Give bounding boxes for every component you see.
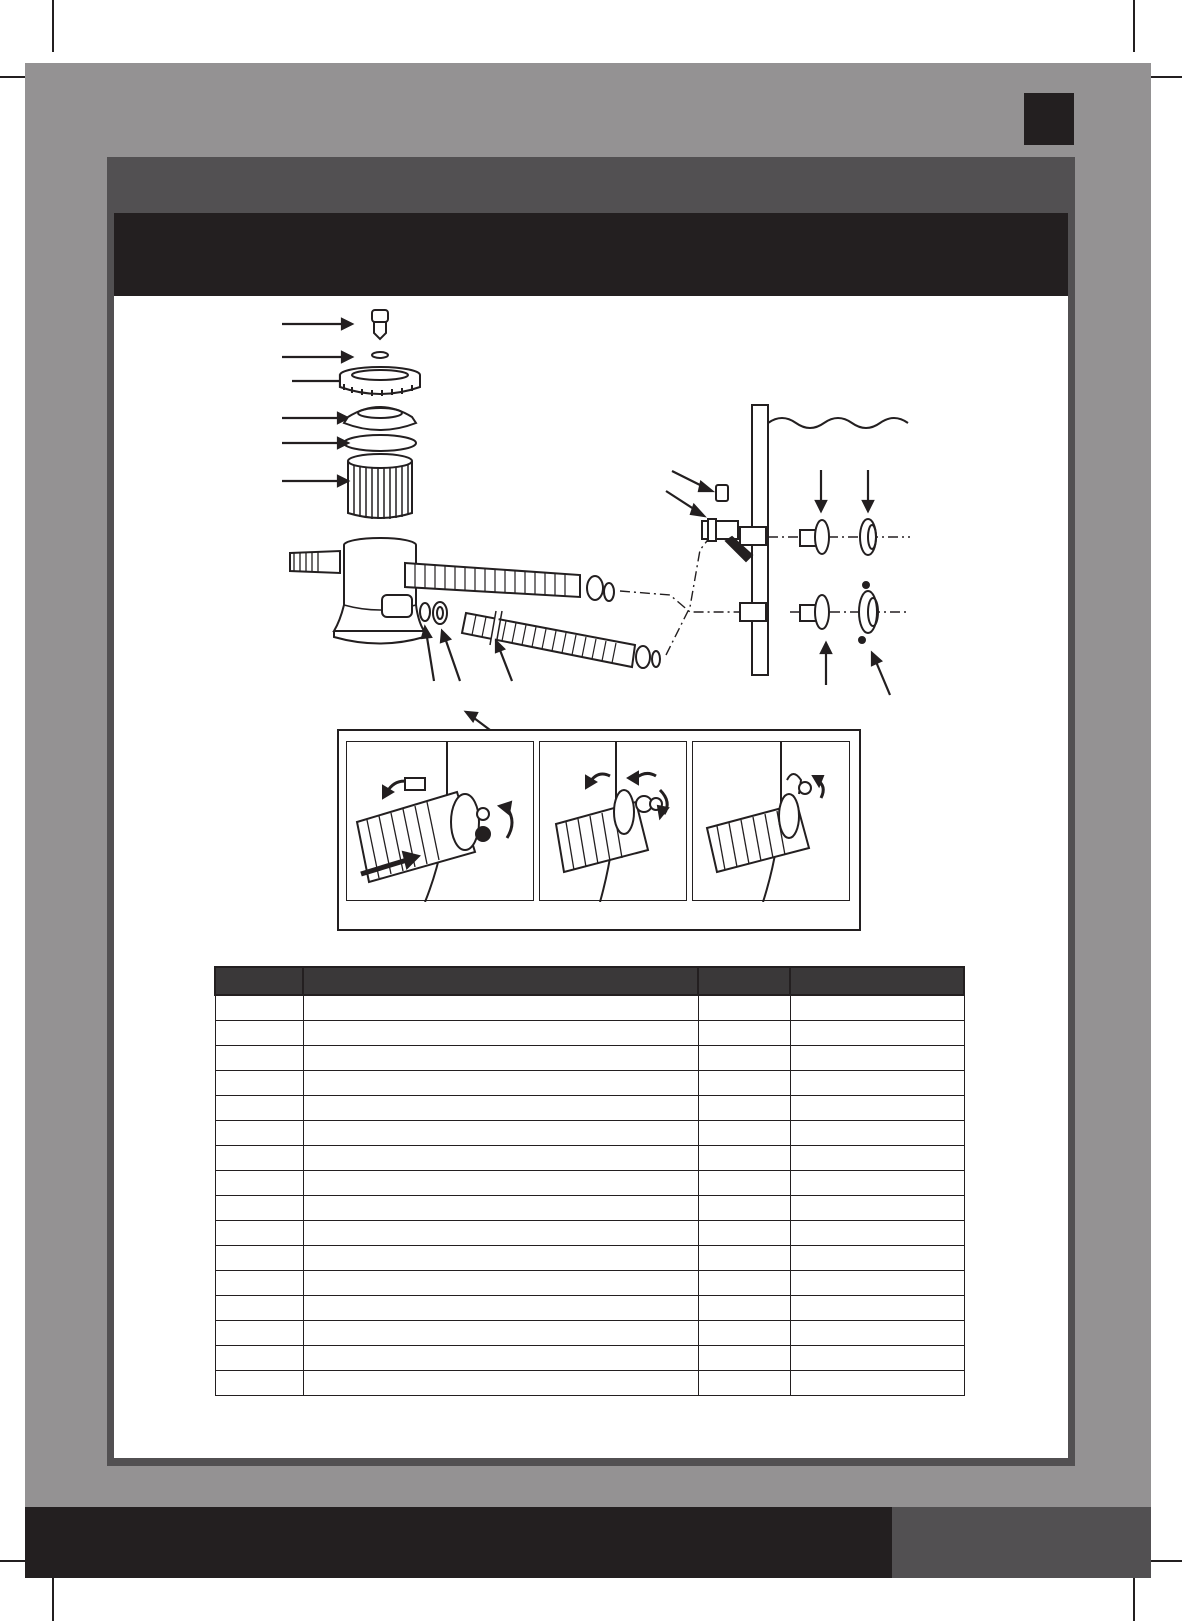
table-cell bbox=[698, 1246, 790, 1271]
table-cell bbox=[790, 1171, 964, 1196]
table-cell bbox=[215, 1346, 303, 1371]
table-header-row bbox=[215, 967, 964, 995]
section-header-bar bbox=[114, 213, 1068, 296]
strainer-grid-icon bbox=[800, 520, 829, 629]
table-row bbox=[215, 1171, 964, 1196]
table-cell bbox=[215, 1121, 303, 1146]
table-cell bbox=[215, 1171, 303, 1196]
footer-bar bbox=[25, 1507, 892, 1578]
o-ring-icon bbox=[344, 435, 416, 451]
filter-cover-icon bbox=[344, 407, 416, 430]
plunger-valve-icon bbox=[702, 485, 752, 561]
table-cell bbox=[215, 995, 303, 1021]
table-cell bbox=[698, 1221, 790, 1246]
table-row bbox=[215, 1346, 964, 1371]
table-row bbox=[215, 1021, 964, 1046]
table-row bbox=[215, 1046, 964, 1071]
clamp-step-1-panel bbox=[346, 741, 534, 901]
table-cell bbox=[790, 1371, 964, 1396]
table-cell bbox=[215, 1146, 303, 1171]
hose-clamp-icon bbox=[693, 742, 851, 902]
hose-clamp-icon bbox=[347, 742, 535, 902]
table-row bbox=[215, 1146, 964, 1171]
parts-table bbox=[214, 966, 965, 1396]
strainer-connector-icon bbox=[859, 519, 878, 643]
table-cell bbox=[303, 1221, 698, 1246]
table-cell bbox=[790, 1146, 964, 1171]
clamp-installation-inset bbox=[337, 729, 861, 931]
table-cell bbox=[303, 1046, 698, 1071]
table-cell bbox=[790, 1196, 964, 1221]
table-cell bbox=[698, 1146, 790, 1171]
table-cell bbox=[215, 1221, 303, 1246]
table-cell bbox=[698, 1321, 790, 1346]
table-cell bbox=[215, 1371, 303, 1396]
table-cell bbox=[303, 1121, 698, 1146]
table-cell bbox=[303, 1246, 698, 1271]
table-cell bbox=[303, 1346, 698, 1371]
table-cell bbox=[303, 1371, 698, 1396]
table-cell bbox=[790, 1246, 964, 1271]
table-cell bbox=[303, 1171, 698, 1196]
hose-clamp-icon bbox=[587, 576, 614, 601]
table-cell bbox=[303, 1021, 698, 1046]
lid-nut-icon bbox=[340, 367, 420, 396]
table-cell bbox=[790, 1346, 964, 1371]
table-cell bbox=[215, 1321, 303, 1346]
hose-nut-icon bbox=[433, 602, 447, 624]
crop-mark bbox=[1133, 1578, 1135, 1621]
table-cell bbox=[303, 1296, 698, 1321]
crop-mark bbox=[52, 1578, 54, 1621]
upper-hose-icon bbox=[405, 563, 580, 597]
table-cell bbox=[215, 1246, 303, 1271]
page-number-badge bbox=[1024, 93, 1074, 145]
table-cell bbox=[790, 1071, 964, 1096]
table-cell bbox=[303, 1071, 698, 1096]
clamp-step-2-panel bbox=[539, 741, 687, 901]
table-cell bbox=[698, 995, 790, 1021]
table-cell bbox=[790, 995, 964, 1021]
table-cell bbox=[698, 1271, 790, 1296]
wall-fitting-icon bbox=[740, 527, 766, 545]
table-cell bbox=[698, 1121, 790, 1146]
column-header bbox=[215, 967, 303, 995]
crop-mark bbox=[1151, 76, 1182, 78]
column-header bbox=[698, 967, 790, 995]
footer-tab bbox=[892, 1507, 1151, 1578]
filter-pump-exploded-icon bbox=[270, 305, 970, 740]
table-cell bbox=[698, 1171, 790, 1196]
table-cell bbox=[303, 995, 698, 1021]
table-cell bbox=[303, 1146, 698, 1171]
table-cell bbox=[698, 1371, 790, 1396]
pool-wall-icon bbox=[752, 405, 908, 675]
wall-fitting-icon bbox=[740, 603, 766, 621]
table-cell bbox=[303, 1321, 698, 1346]
table-row bbox=[215, 1321, 964, 1346]
table-cell bbox=[790, 1121, 964, 1146]
table-row bbox=[215, 1071, 964, 1096]
table-cell bbox=[698, 1196, 790, 1221]
gasket-icon bbox=[420, 603, 430, 621]
table-row bbox=[215, 1221, 964, 1246]
crop-mark bbox=[0, 76, 25, 78]
table-cell bbox=[790, 1321, 964, 1346]
table-row bbox=[215, 1121, 964, 1146]
column-header bbox=[790, 967, 964, 995]
table-cell bbox=[698, 1046, 790, 1071]
table-cell bbox=[303, 1271, 698, 1296]
table-cell bbox=[698, 1096, 790, 1121]
table-row bbox=[215, 1296, 964, 1321]
hose-clamp-icon bbox=[636, 646, 660, 668]
table-cell bbox=[790, 1096, 964, 1121]
table-cell bbox=[698, 1071, 790, 1096]
table-cell bbox=[215, 1096, 303, 1121]
table-cell bbox=[215, 1046, 303, 1071]
table-cell bbox=[698, 1021, 790, 1046]
filter-cartridge-icon bbox=[348, 454, 412, 519]
lower-hose-icon bbox=[462, 611, 635, 667]
table-cell bbox=[215, 1271, 303, 1296]
callout-arrows-left bbox=[282, 319, 352, 486]
table-row bbox=[215, 1096, 964, 1121]
table-cell bbox=[698, 1296, 790, 1321]
crop-mark bbox=[1151, 1560, 1182, 1562]
table-cell bbox=[303, 1196, 698, 1221]
table-row bbox=[215, 1196, 964, 1221]
table-cell bbox=[790, 1296, 964, 1321]
air-release-valve-icon bbox=[372, 310, 388, 358]
hose-clamp-icon bbox=[540, 742, 688, 902]
crop-mark bbox=[0, 1560, 25, 1562]
table-cell bbox=[215, 1071, 303, 1096]
table-cell bbox=[790, 1046, 964, 1071]
table-row bbox=[215, 995, 964, 1021]
table-cell bbox=[790, 1221, 964, 1246]
table-cell bbox=[215, 1196, 303, 1221]
table-cell bbox=[215, 1296, 303, 1321]
crop-mark bbox=[1133, 0, 1135, 52]
crop-mark bbox=[52, 0, 54, 52]
table-cell bbox=[303, 1096, 698, 1121]
table-row bbox=[215, 1371, 964, 1396]
table-cell bbox=[790, 1021, 964, 1046]
column-header bbox=[303, 967, 698, 995]
table-row bbox=[215, 1271, 964, 1296]
table-cell bbox=[215, 1021, 303, 1046]
pump-housing-icon bbox=[290, 538, 424, 644]
table-cell bbox=[698, 1346, 790, 1371]
table-row bbox=[215, 1246, 964, 1271]
clamp-step-3-panel bbox=[692, 741, 850, 901]
table-cell bbox=[790, 1271, 964, 1296]
